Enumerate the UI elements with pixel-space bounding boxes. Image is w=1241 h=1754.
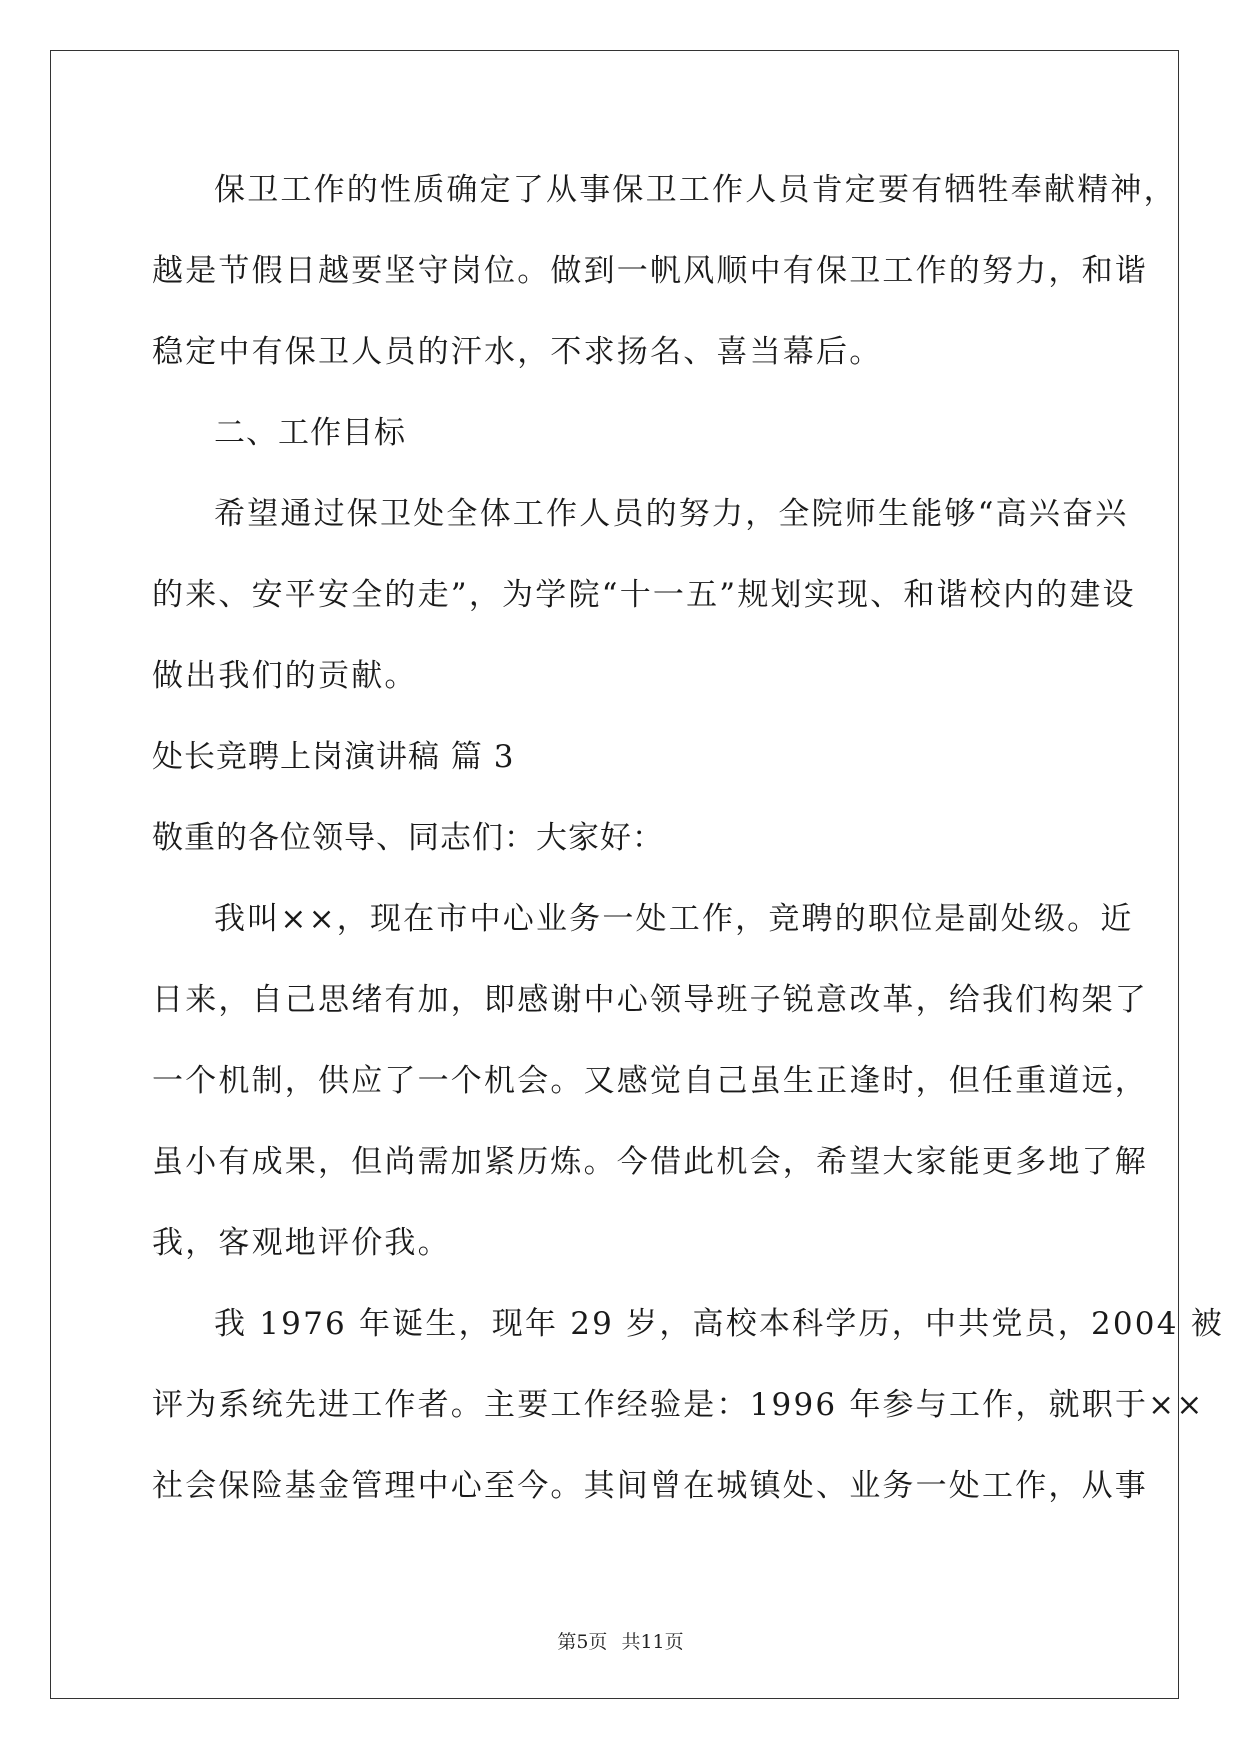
- text-line: 我 1976 年诞生，现年 29 岁，高校本科学历，中共党员，2004 被: [214, 1306, 1224, 1342]
- text-line: 处长竞聘上岗演讲稿 篇 3: [152, 739, 515, 775]
- text-line: 一个机制，供应了一个机会。又感觉自己虽生正逢时，但任重道远，: [152, 1063, 1148, 1099]
- paragraph-background: [152, 1284, 1224, 1527]
- text-line: 虽小有成果，但尚需加紧历炼。今借此机会，希望大家能更多地了解: [152, 1144, 1148, 1180]
- article-title: [152, 717, 1082, 798]
- text-line: 社会保险基金管理中心至今。其间曾在城镇处、业务一处工作，从事: [152, 1468, 1148, 1504]
- page-footer: [0, 1627, 1241, 1654]
- text-line: 保卫工作的性质确定了从事保卫工作人员肯定要有牺牲奉献精神，: [214, 172, 1177, 208]
- section-heading-goals: [152, 393, 1082, 474]
- text-line: 二、工作目标: [214, 415, 406, 451]
- document-body: [152, 150, 1224, 1527]
- text-line: 我叫××，现在市中心业务一处工作，竞聘的职位是副处级。近: [214, 901, 1134, 937]
- text-line: 做出我们的贡献。: [152, 658, 418, 694]
- paragraph-security-spirit: [152, 150, 1177, 393]
- paragraph-goals: [152, 474, 1136, 717]
- text-line: 的来、安平安全的走”，为学院“十一五”规划实现、和谐校内的建设: [152, 577, 1136, 613]
- page-total: 共11页: [621, 1631, 684, 1653]
- text-line: 我，客观地评价我。: [152, 1225, 451, 1261]
- greeting: [152, 798, 1082, 879]
- text-line: 稳定中有保卫人员的汗水，不求扬名、喜当幕后。: [152, 334, 883, 370]
- text-line: 评为系统先进工作者。主要工作经验是：1996 年参与工作，就职于××: [152, 1387, 1205, 1423]
- paragraph-introduction: [152, 879, 1148, 1284]
- text-line: 日来，自己思绪有加，即感谢中心领导班子锐意改革，给我们构架了: [152, 982, 1148, 1018]
- page-number: 第5页: [557, 1631, 608, 1653]
- text-line: 敬重的各位领导、同志们：大家好：: [152, 820, 664, 856]
- text-line: 越是节假日越要坚守岗位。做到一帆风顺中有保卫工作的努力，和谐: [152, 253, 1148, 289]
- text-line: 希望通过保卫处全体工作人员的努力，全院师生能够“高兴奋兴: [214, 496, 1129, 532]
